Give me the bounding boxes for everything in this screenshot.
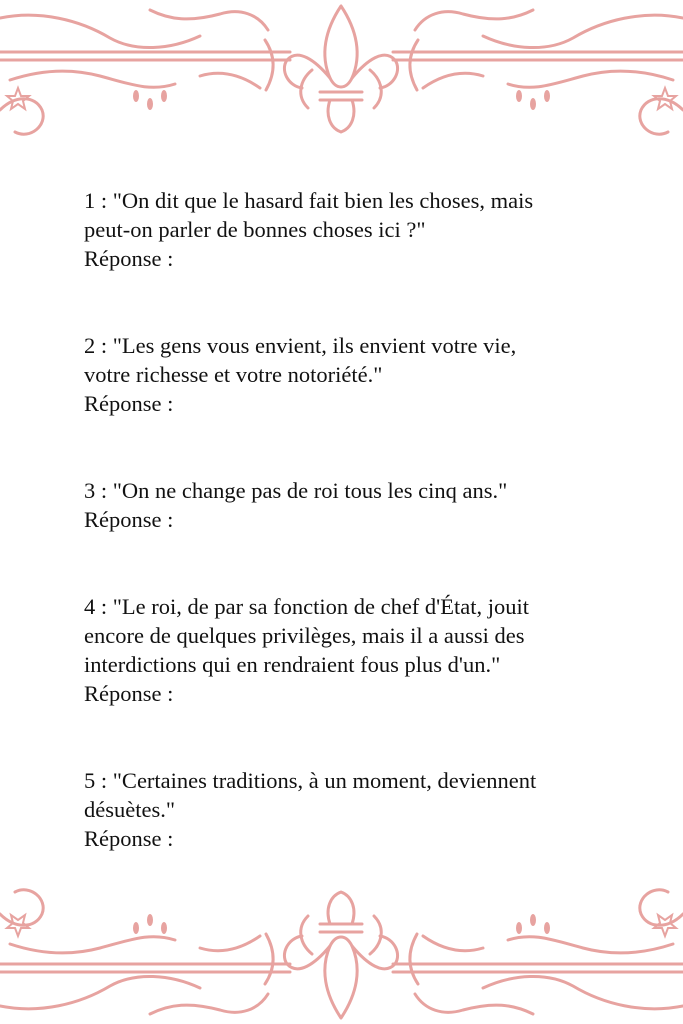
question-2-line-1: 2 : "Les gens vous envient, ils envient votre vie,	[84, 333, 517, 358]
question-5-line-2: désuètes."	[84, 797, 176, 822]
question-3	[84, 476, 644, 534]
question-1-line-1: 1 : "On dit que le hasard fait bien les choses, mais	[84, 188, 534, 213]
question-4	[84, 592, 644, 708]
question-1-answer-label: Réponse :	[84, 246, 174, 271]
fleur-de-lis-border-bottom-icon	[0, 864, 683, 1024]
question-3-line-1: 3 : "On ne change pas de roi tous les cinq ans."	[84, 478, 508, 503]
question-3-answer-label: Réponse :	[84, 507, 174, 532]
question-5	[84, 766, 644, 853]
question-2-line-2: votre richesse et votre notoriété."	[84, 362, 383, 387]
question-4-answer-label: Réponse :	[84, 681, 174, 706]
question-4-line-1: 4 : "Le roi, de par sa fonction de chef d'État, jouit	[84, 594, 529, 619]
question-2-answer-label: Réponse :	[84, 391, 174, 416]
question-2	[84, 331, 644, 418]
fleur-de-lis-border-top-icon	[0, 0, 683, 160]
question-1-line-2: peut-on parler de bonnes choses ici ?"	[84, 217, 426, 242]
question-5-line-1: 5 : "Certaines traditions, à un moment, deviennent	[84, 768, 537, 793]
question-4-line-3: interdictions qui en rendraient fous plus d'un."	[84, 652, 501, 677]
questionnaire	[84, 186, 644, 853]
question-1	[84, 186, 644, 273]
question-4-line-2: encore de quelques privilèges, mais il a aussi des	[84, 623, 525, 648]
question-5-answer-label: Réponse :	[84, 826, 174, 851]
